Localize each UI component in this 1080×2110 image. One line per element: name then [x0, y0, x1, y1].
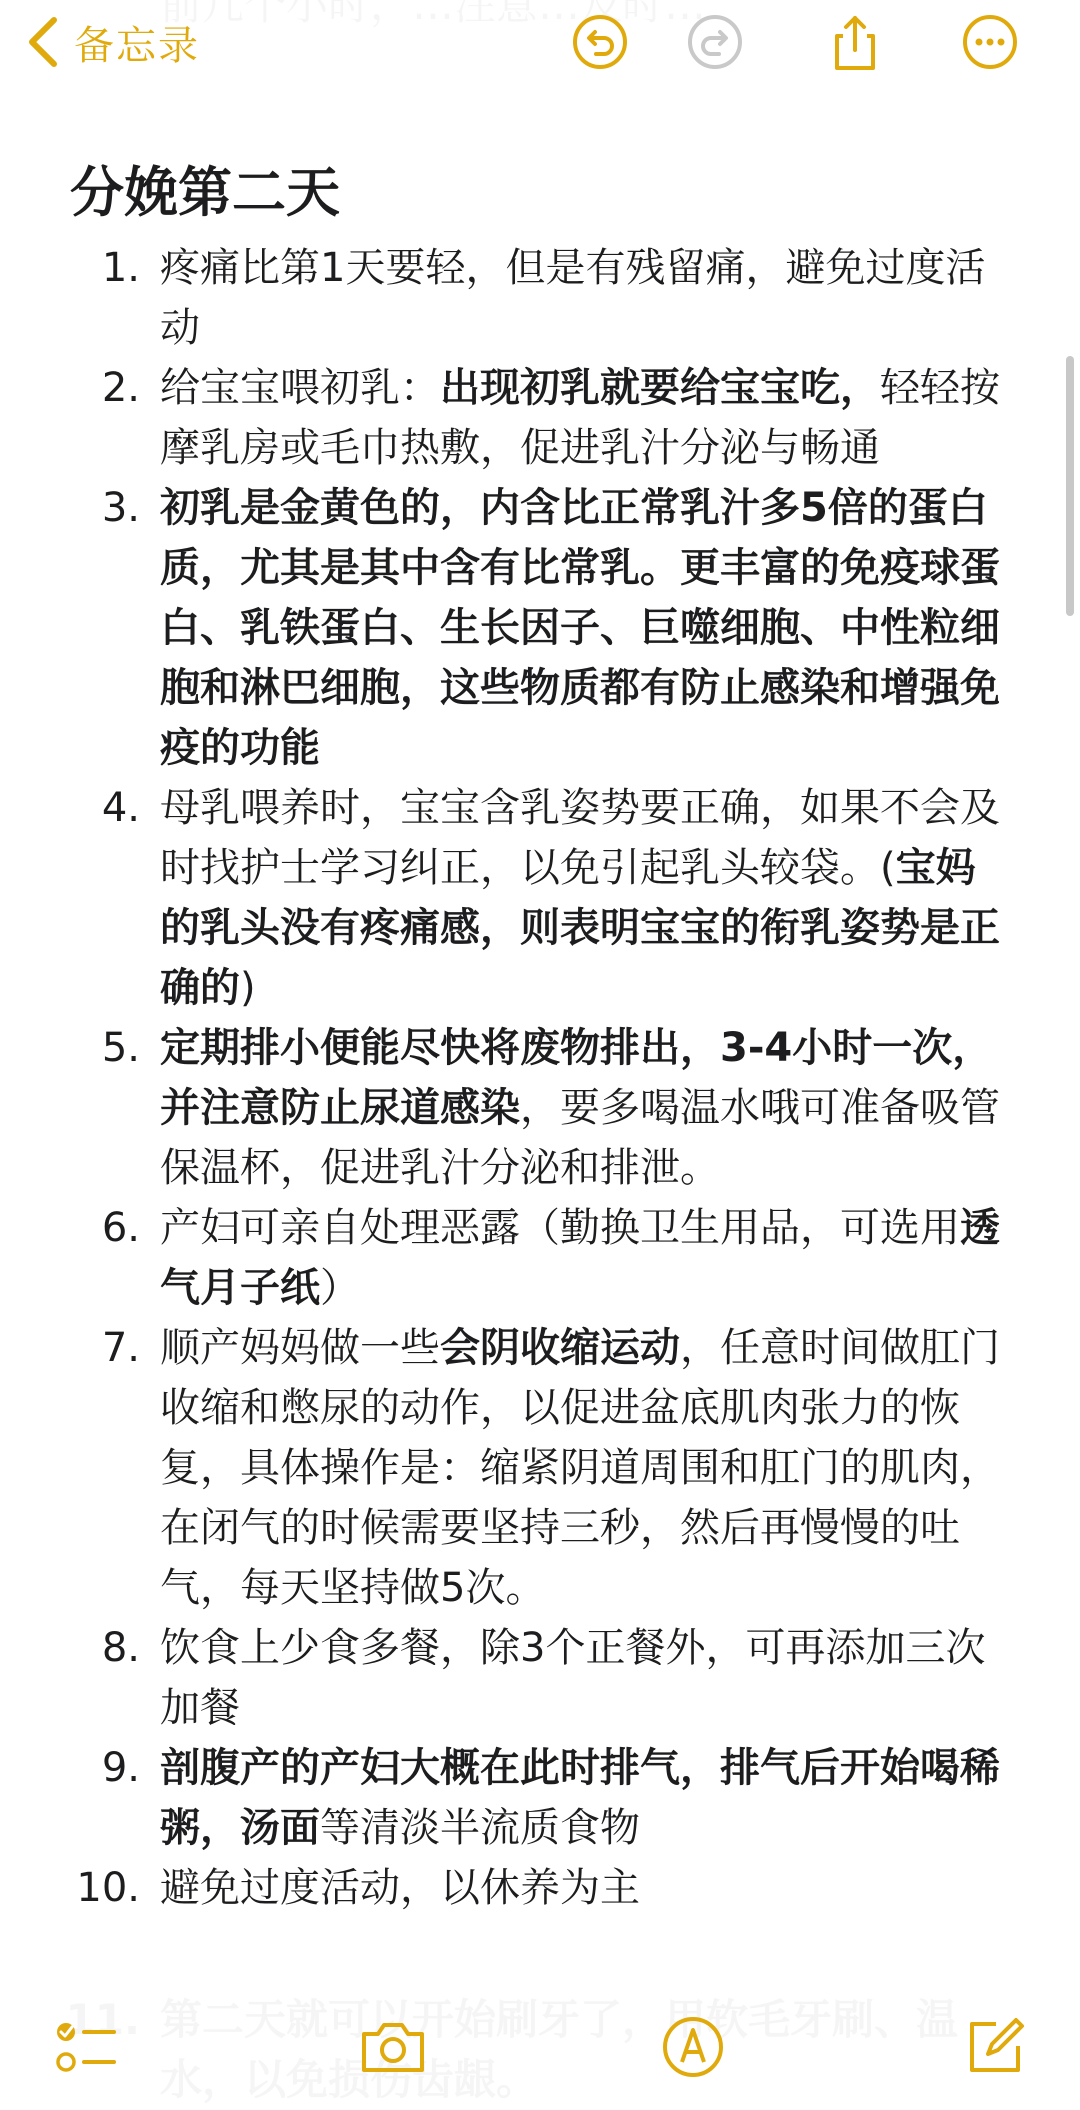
bold-text-segment: 透气月子纸	[160, 1205, 1000, 1311]
bold-text-segment: 初乳是金黄色的，内含比正常乳汁多5倍的蛋白质，尤其是其中含有比常乳。更丰富的免疫球蛋白、乳铁蛋白、生长因子、巨噬细胞、中性粒细胞和淋巴细胞，这些物质都有防止感染和增强免疫的功能	[160, 485, 1000, 771]
text-segment: 产妇可亲自处理恶露（勤换卫生用品，可选用	[160, 1205, 960, 1251]
text-segment: 轻轻按摩乳房或毛巾热敷，促进乳汁分泌与畅通	[160, 365, 1000, 471]
list-item-text	[160, 1858, 1010, 1918]
note-title: 分娩第二天	[70, 161, 340, 224]
bold-text-segment: 定期排小便能尽快将废物排出，3-4小时一次，并注意防止尿道感染	[160, 1025, 993, 1131]
camera-icon[interactable]	[358, 2012, 428, 2082]
text-segment: 饮食上少食多餐，除3个正餐外，可再添加三次加餐	[160, 1625, 986, 1731]
list-item[interactable]	[0, 478, 1080, 778]
bold-text-segment: 宝妈的乳头没有疼痛感，则表明宝宝的衔乳姿势是正确的	[160, 845, 1000, 1011]
markup-pen-icon[interactable]	[658, 2012, 728, 2082]
list-item-text	[160, 778, 1010, 1018]
back-label: 备忘录	[74, 22, 200, 69]
scroll-indicator[interactable]	[1066, 356, 1074, 616]
text-segment: 避免过度活动，以休养为主	[160, 1865, 640, 1911]
list-item[interactable]	[0, 1018, 1080, 1198]
list-item[interactable]	[0, 778, 1080, 1018]
list-number: 8.	[101, 1625, 140, 1671]
checklist-icon[interactable]	[52, 2012, 122, 2082]
list-item[interactable]	[0, 1738, 1080, 1858]
list-item-text	[160, 238, 1010, 358]
list-item-text	[160, 1198, 1010, 1318]
list-item[interactable]	[0, 358, 1080, 478]
list-item-text	[160, 358, 1010, 478]
text-segment: 给宝宝喂初乳：	[160, 365, 440, 411]
text-segment: ）	[320, 1265, 360, 1311]
bold-text-segment: 会阴收缩运动	[440, 1325, 680, 1371]
list-number: 6.	[101, 1205, 140, 1251]
list-number: 2.	[101, 365, 140, 411]
list-item[interactable]	[0, 1198, 1080, 1318]
text-segment: ，要多喝温水哦可准备吸管保温杯，促进乳汁分泌和排泄。	[160, 1085, 1000, 1191]
text-segment: ，任意时间做肛门收缩和憋尿的动作，以促进盆底肌肉张力的恢复，具体操作是：缩紧阴道周围和肛门的肌肉，在闭气的时候需要坚持三秒，然后再慢慢的吐气，每天坚持做5次。	[160, 1325, 1000, 1611]
bold-text-segment: 剖腹产的产妇大概在此时排气，排气后开始喝稀粥，汤面	[160, 1745, 1000, 1851]
chevron-left-icon	[24, 12, 64, 72]
list-item-text	[160, 1738, 1010, 1858]
list-number: 1.	[101, 245, 140, 291]
list-number: 4.	[101, 785, 140, 831]
share-icon[interactable]	[825, 12, 885, 72]
more-icon[interactable]	[960, 12, 1020, 72]
text-segment: 等清淡半流质食物	[320, 1805, 640, 1851]
numbered-list	[0, 238, 1080, 1918]
undo-icon[interactable]	[570, 12, 630, 72]
text-segment: 疼痛比第1天要轻，但是有残留痛，避免过度活动	[160, 245, 986, 351]
list-number: 3.	[101, 485, 140, 531]
list-item-text	[160, 478, 1010, 778]
list-item-text	[160, 1018, 1010, 1198]
list-number: 10.	[76, 1865, 140, 1911]
navigation-bar	[0, 0, 1080, 90]
redo-icon[interactable]	[685, 12, 745, 72]
text-segment: 顺产妈妈做一些	[160, 1325, 440, 1371]
bold-text-segment: 出现初乳就要给宝宝吃，	[440, 365, 880, 411]
list-item[interactable]	[0, 1618, 1080, 1738]
list-number: 9.	[101, 1745, 140, 1791]
list-item[interactable]	[0, 1858, 1080, 1918]
compose-icon[interactable]	[960, 2012, 1030, 2082]
text-segment: 母乳喂养时，宝宝含乳姿势要正确，如果不会及时找护士学习纠正，以免引起乳头较袋。(	[160, 785, 1000, 891]
list-item[interactable]	[0, 238, 1080, 358]
text-segment: )	[240, 965, 256, 1011]
list-item[interactable]	[0, 1318, 1080, 1618]
list-number: 7.	[101, 1325, 140, 1371]
bottom-toolbar	[0, 1990, 1080, 2107]
list-item-text	[160, 1318, 1010, 1618]
back-button[interactable]	[24, 12, 200, 72]
list-number: 5.	[101, 1025, 140, 1071]
list-item-text	[160, 1618, 1010, 1738]
